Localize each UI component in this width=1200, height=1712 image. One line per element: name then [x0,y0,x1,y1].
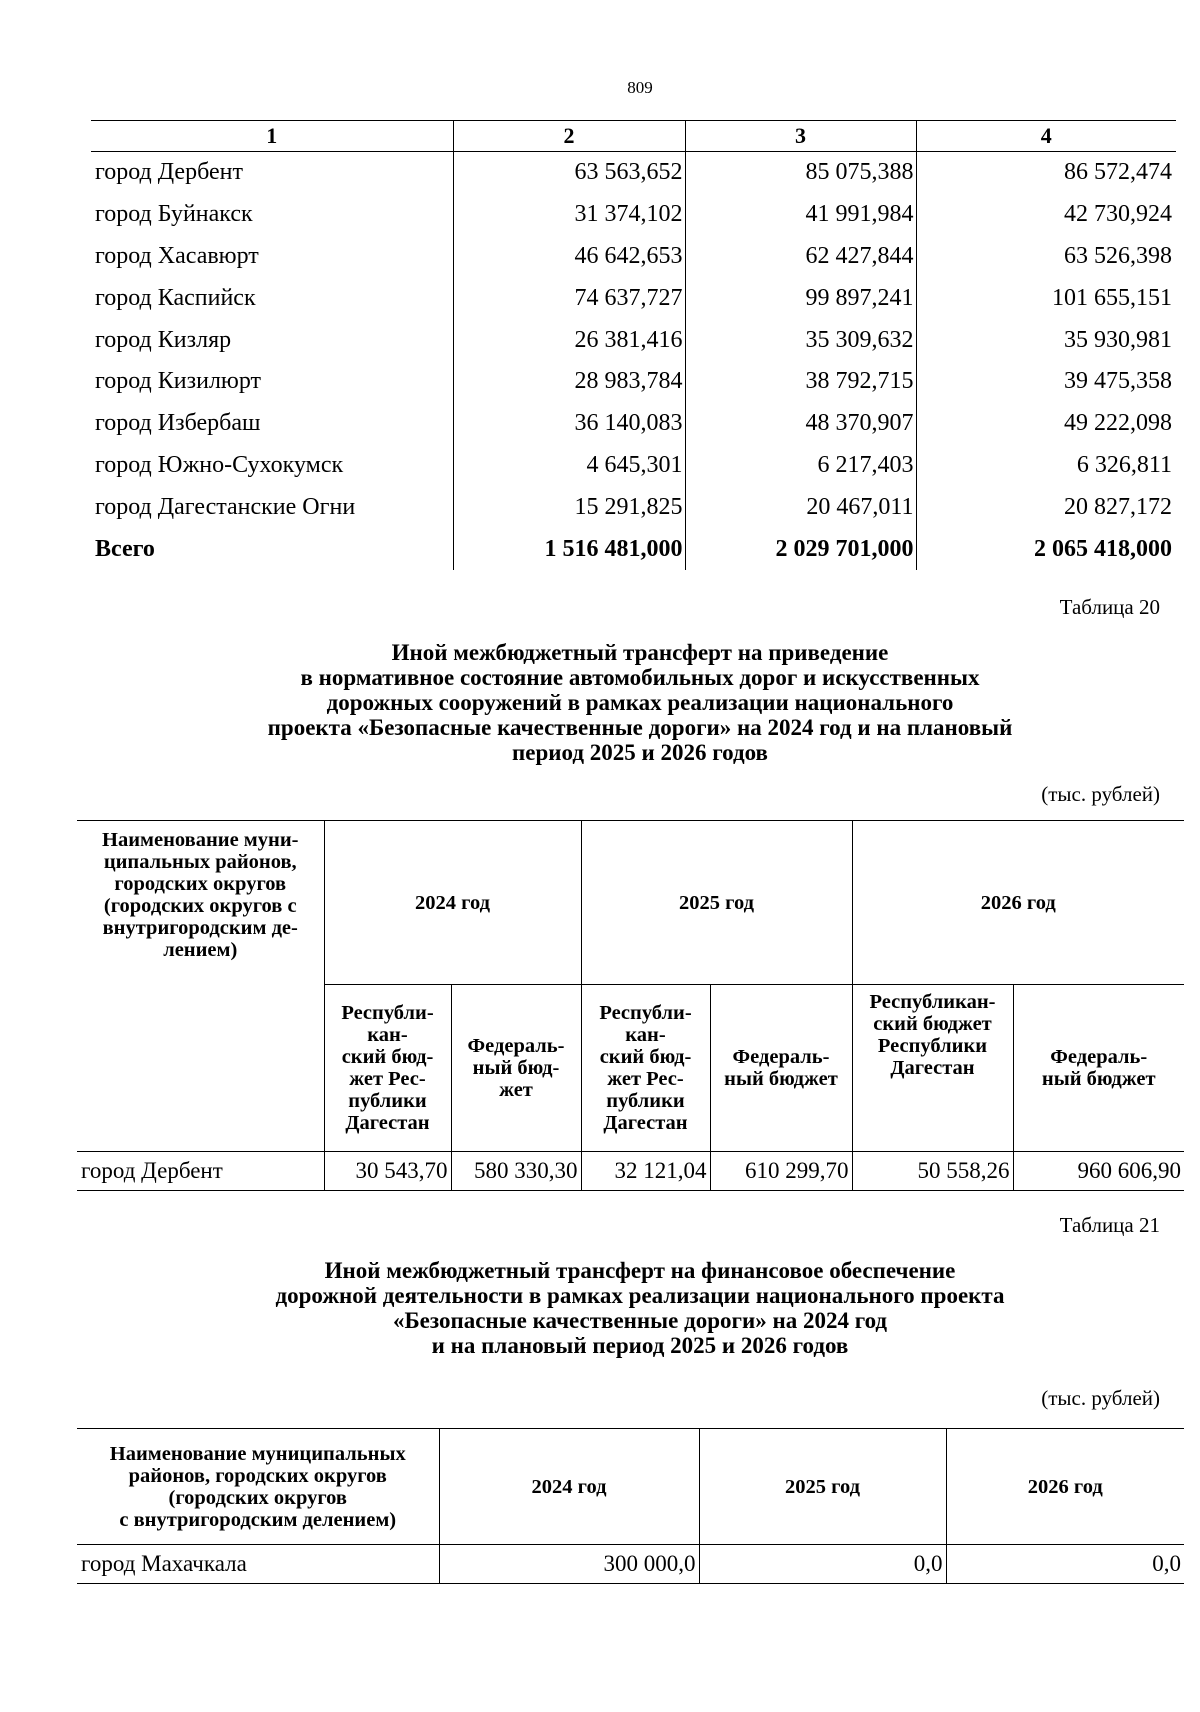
municipality-name: город Кизилюрт [95,368,262,395]
table-row [91,319,1176,361]
table-row [91,486,1176,528]
republican-budget-2025-header [581,985,710,1152]
value-cell: 63 526,398 [916,236,1176,278]
value-cell: 580 330,30 [451,1152,581,1191]
value-cell: 62 427,844 [685,236,916,278]
header-line: кан- [367,1024,408,1046]
year-2024-header: 2024 год [324,821,581,985]
value-cell: 86 572,474 [916,152,1176,194]
header-line: Дагестан [603,1112,688,1134]
table-20 [77,820,1184,1191]
header-line: (городских округов [168,1486,347,1509]
year-2025-header: 2025 год [581,821,852,985]
header-line: Дагестан [890,1057,975,1079]
header-line: Республи- [341,1002,434,1024]
republican-budget-2024-header [324,985,451,1152]
header-line: жет Рес- [607,1068,684,1090]
budget-table-continuation [91,120,1176,570]
table-20-units: (тыс. рублей) [1041,782,1160,806]
value-cell: 41 991,984 [685,194,916,236]
value-cell: 1 516 481,000 [453,528,685,570]
federal-budget-2026-header [1013,985,1184,1152]
value-cell: 2 029 701,000 [685,528,916,570]
table-row [91,277,1176,319]
value-cell: 20 827,172 [916,486,1176,528]
value-cell: 38 792,715 [685,361,916,403]
value-cell: 35 930,981 [916,319,1176,361]
municipality-header [77,821,324,1152]
header-line: кан- [625,1024,666,1046]
header-line: Наименование муниципальных [109,1442,406,1465]
year-2026-header: 2026 год [946,1429,1184,1545]
municipality-header [77,1429,439,1545]
header-line: городских округов [114,873,287,895]
header-line: ный бюджет [1041,1068,1156,1090]
table-row [91,152,1176,194]
title-line: дорожных сооружений в рамках реализации национального [326,690,954,715]
column-number-row [91,121,1176,152]
value-cell: 74 637,727 [453,277,685,319]
year-2024-header: 2024 год [439,1429,699,1545]
table-row [77,1545,1184,1584]
municipality-name: город Избербаш [95,410,261,437]
value-cell: 63 563,652 [453,152,685,194]
municipality-name: город Южно-Сухокумск [95,451,344,478]
value-cell: 85 075,388 [685,152,916,194]
table-row [77,1152,1184,1191]
value-cell: 4 645,301 [453,445,685,487]
municipality-name: город Хасавюрт [95,242,259,269]
value-cell: 2 065 418,000 [916,528,1176,570]
header-line: Республики [877,1035,988,1057]
value-cell: 36 140,083 [453,403,685,445]
header-line: Республи- [599,1002,692,1024]
value-cell: 28 983,784 [453,361,685,403]
value-cell: 46 642,653 [453,236,685,278]
municipality-name: город Дагестанские Огни [95,493,356,520]
header-line: жет Рес- [349,1068,426,1090]
column-number: 3 [685,121,916,152]
table-20-title [0,640,1200,765]
header-line: Федераль- [732,1046,830,1068]
header-line: публики [348,1090,427,1112]
title-line: «Безопасные качественные дороги» на 2024 год [392,1308,888,1333]
header-line: внутригородским де- [102,917,298,939]
header-line: ский бюд- [599,1046,692,1068]
header-line: ский бюд- [341,1046,434,1068]
title-line: Иной межбюджетный трансферт на приведение [391,640,889,665]
total-row [91,528,1176,570]
title-line: дорожной деятельности в рамках реализации национального проекта [275,1283,1005,1308]
table-row [91,236,1176,278]
header-line: Федераль- [1050,1046,1148,1068]
title-line: в нормативное состояние автомобильных дорог и искусственных [300,665,980,690]
table-row [91,361,1176,403]
value-cell: 0,0 [946,1545,1184,1584]
year-2025-header: 2025 год [699,1429,946,1545]
title-line: период 2025 и 2026 годов [512,740,768,765]
value-cell: 26 381,416 [453,319,685,361]
value-cell: 960 606,90 [1013,1152,1184,1191]
municipality-name: город Буйнакск [95,201,253,228]
value-cell: 30 543,70 [324,1152,451,1191]
header-line: с внутригородским делением) [119,1508,397,1531]
value-cell: 99 897,241 [685,277,916,319]
header-line: ципальных районов, [103,851,297,873]
table-21-units: (тыс. рублей) [1041,1386,1160,1410]
value-cell: 300 000,0 [439,1545,699,1584]
title-line: Иной межбюджетный трансферт на финансовое обеспечение [324,1258,956,1283]
header-line: Федераль- [467,1035,565,1057]
table-row [91,194,1176,236]
header-line: районов, городских округов [128,1464,387,1487]
value-cell: 32 121,04 [581,1152,710,1191]
column-number: 2 [453,121,685,152]
table-row [91,445,1176,487]
header-line: Дагестан [345,1112,430,1134]
column-number: 1 [91,121,453,152]
title-line: и на плановый период 2025 и 2026 годов [431,1333,849,1358]
value-cell: 15 291,825 [453,486,685,528]
year-2026-header: 2026 год [852,821,1184,985]
municipality-name: город Кизляр [95,326,232,353]
value-cell: 101 655,151 [916,277,1176,319]
federal-budget-2024-header [451,985,581,1152]
column-number: 4 [916,121,1176,152]
header-line: (городских округов с [103,895,297,917]
municipality-name: город Дербент [95,159,243,186]
table-row [91,403,1176,445]
header-line: ный бюджет [724,1068,838,1090]
title-line: проекта «Безопасные качественные дороги» на 2024 год и на плановый [267,715,1013,740]
value-cell: 39 475,358 [916,361,1176,403]
value-cell: 35 309,632 [685,319,916,361]
header-line: публики [606,1090,685,1112]
municipality-name: город Каспийск [95,284,256,311]
republican-budget-2026-header [852,985,1013,1152]
value-cell: 31 374,102 [453,194,685,236]
value-cell: 610 299,70 [710,1152,852,1191]
header-line: жет [499,1079,533,1101]
federal-budget-2025-header [710,985,852,1152]
table-21 [77,1428,1184,1584]
header-line: ный бюд- [472,1057,560,1079]
header-line: ский бюджет [873,1013,992,1035]
table-20-caption: Таблица 20 [1059,595,1160,619]
header-line: лением) [163,939,238,961]
value-cell: 0,0 [699,1545,946,1584]
value-cell: 49 222,098 [916,403,1176,445]
value-cell: 6 217,403 [685,445,916,487]
municipality-name: Всего [95,535,155,562]
value-cell: 20 467,011 [685,486,916,528]
municipality-name: город Дербент [77,1152,324,1191]
value-cell: 50 558,26 [852,1152,1013,1191]
page-number: 809 [627,78,653,97]
municipality-name: город Махачкала [77,1545,439,1584]
header-line: Наименование муни- [102,829,299,851]
table-21-title [0,1258,1200,1358]
table-21-caption: Таблица 21 [1059,1213,1160,1237]
header-line: Республикан- [869,991,996,1013]
value-cell: 42 730,924 [916,194,1176,236]
value-cell: 48 370,907 [685,403,916,445]
value-cell: 6 326,811 [916,445,1176,487]
